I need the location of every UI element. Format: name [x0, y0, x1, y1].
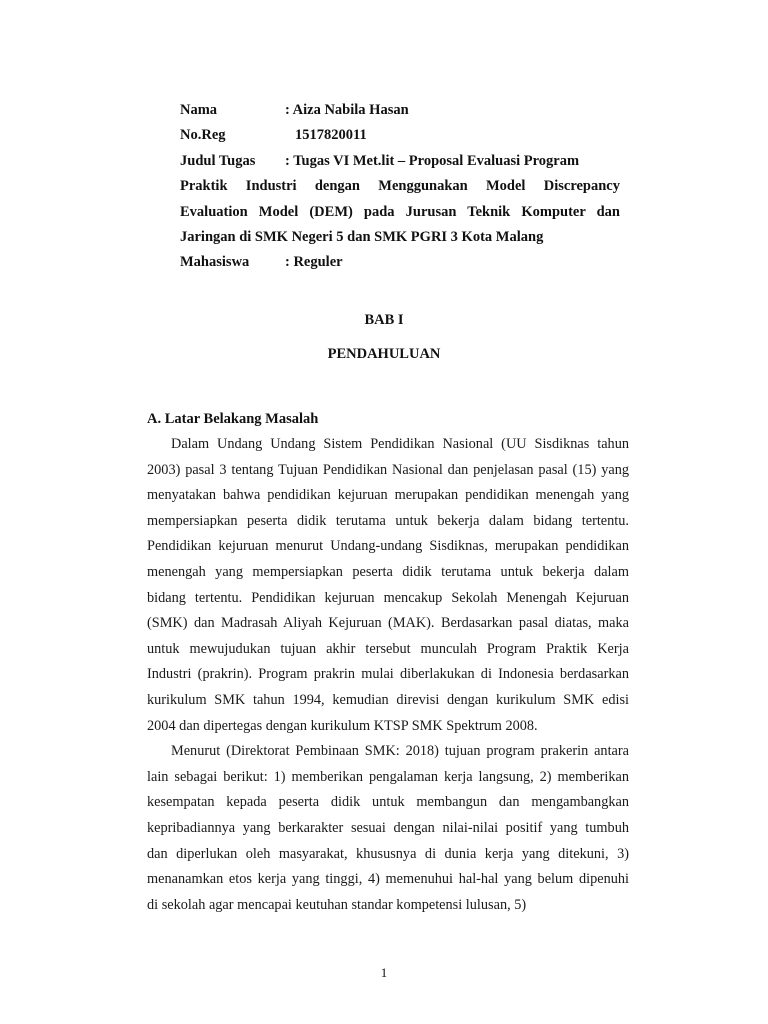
- info-row-reg: [180, 123, 620, 148]
- text-line: kepribadiannya yang berkarakter sesuai dengan nilai-nilai positif yang tumbuh: [147, 819, 629, 836]
- name-value: : Aiza Nabila Hasan: [285, 102, 409, 118]
- text-line: kurikulum SMK tahun 1994, kemudian direvisi dengan kurikulum SMK edisi: [147, 691, 629, 708]
- text-line: (SMK) dan Madrasah Aliyah Kejuruan (MAK). Berdasarkan pasal diatas, maka: [147, 615, 629, 632]
- text-line: menanamkan etos kerja yang tinggi, 4) memenuhui hal-hal yang belum dipenuhi: [147, 871, 629, 888]
- title-value-line: Jaringan di SMK Negeri 5 dan SMK PGRI 3 Kota Malang: [180, 229, 544, 246]
- paragraph: [147, 739, 629, 918]
- info-row-title: [180, 149, 620, 174]
- text-line: Menurut (Direktorat Pembinaan SMK: 2018) tujuan program prakerin antara: [171, 743, 629, 760]
- page-number: 1: [380, 965, 388, 980]
- text-line: menengah yang mempersiapkan peserta didik terutama untuk bekerja dalam: [147, 563, 629, 580]
- info-row-student: [180, 250, 620, 275]
- paragraph: [147, 432, 629, 739]
- text-line: lain sebagai berikut: 1) memberikan pengalaman kerja langsung, 2) memberikan: [147, 768, 629, 785]
- text-line: bidang tertentu. Pendidikan kejuruan mencakup Sekolah Menengah Kejuruan: [147, 589, 629, 606]
- title-label: Judul Tugas: [180, 152, 256, 169]
- title-value-first: : Tugas VI Met.lit – Proposal Evaluasi Program: [285, 152, 580, 169]
- title-value-line: Praktik Industri dengan Menggunakan Model Discrepancy: [180, 178, 620, 195]
- student-info-block: [180, 98, 620, 276]
- reg-label: No.Reg: [180, 127, 226, 144]
- text-line: Pendidikan kejuruan menurut Undang-undang Sisdiknas, merupakan pendidikan: [147, 538, 629, 555]
- reg-value: 1517820011: [295, 127, 367, 144]
- text-line: untuk mewujudukan tujuan akhir tersebut munculah Program Praktik Kerja: [147, 640, 629, 657]
- text-line: Dalam Undang Undang Sistem Pendidikan Nasional (UU Sisdiknas tahun: [171, 436, 629, 452]
- text-line: 2003) pasal 3 tentang Tujuan Pendidikan Nasional dan penjelasan pasal (15) yang: [147, 461, 629, 478]
- body-text: [147, 432, 629, 918]
- section-title: A. Latar Belakang Masalah: [147, 411, 319, 427]
- text-line: Industri (prakrin). Program prakrin mulai diberlakukan di Indonesia berdasarkan: [147, 666, 629, 683]
- text-line: mempersiapkan peserta didik terutama untuk bekerja dalam bidang tertentu.: [147, 512, 629, 529]
- student-value: : Reguler: [285, 254, 343, 271]
- text-line: menyatakan bahwa pendidikan kejuruan merupakan pendidikan menengah yang: [147, 487, 629, 504]
- name-label: Nama: [180, 102, 218, 118]
- title-value-line: Evaluation Model (DEM) pada Jurusan Teknik Komputer dan: [180, 203, 620, 220]
- chapter-number: BAB I: [364, 312, 404, 328]
- text-line: dan diperlukan oleh masyarakat, khususnya di dunia kerja yang ditekuni, 3): [147, 845, 629, 862]
- chapter-title: PENDAHULUAN: [327, 346, 441, 362]
- student-label: Mahasiswa: [180, 254, 250, 271]
- text-line: 2004 dan dipertegas dengan kurikulum KTSP SMK Spektrum 2008.: [147, 717, 538, 734]
- info-row-name: [180, 98, 620, 123]
- text-line: kesempatan kepada peserta didik untuk membangun dan mengambangkan: [147, 794, 629, 811]
- text-line: di sekolah agar mencapai keutuhan standar kompetensi lulusan, 5): [147, 896, 527, 913]
